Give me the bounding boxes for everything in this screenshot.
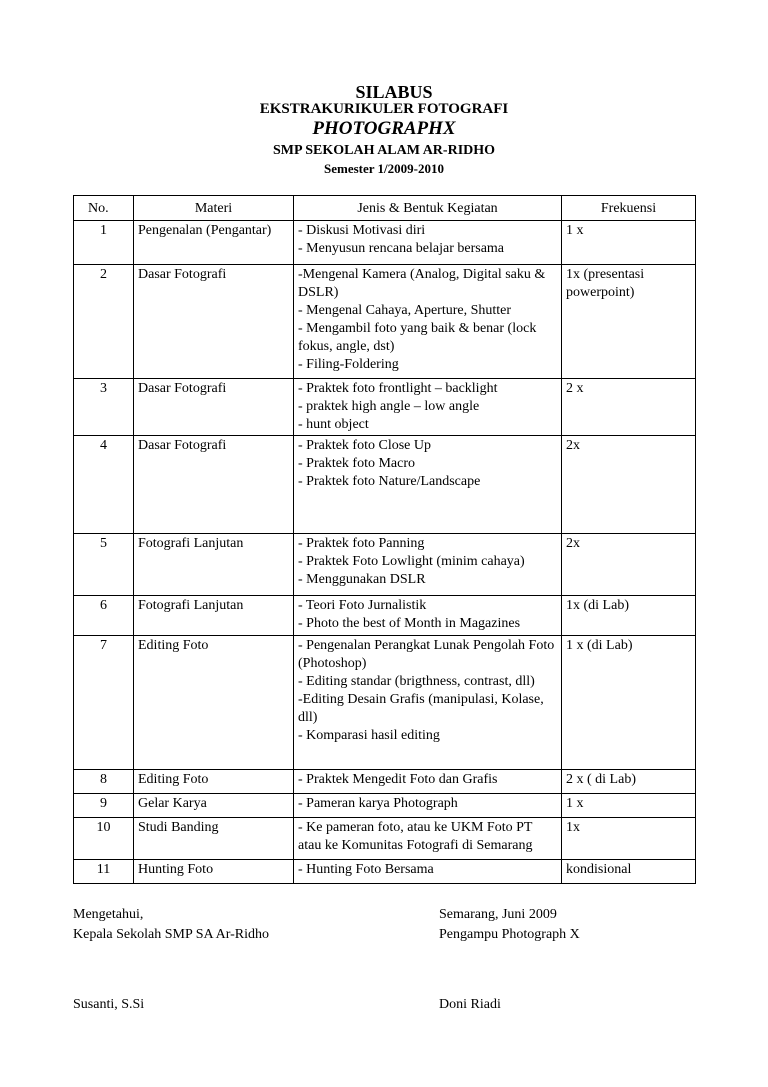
table-row <box>74 770 696 794</box>
frekuensi-line: 1x <box>566 820 580 835</box>
cell-frekuensi <box>562 794 696 818</box>
cell-no: 9 <box>74 794 134 818</box>
kegiatan-line: -Mengenal Kamera (Analog, Digital saku & DSLR) <box>298 267 546 300</box>
cell-no: 1 <box>74 221 134 265</box>
cell-no: 5 <box>74 534 134 596</box>
cell-frekuensi <box>562 818 696 860</box>
kegiatan-line: - praktek high angle – low angle <box>298 399 480 414</box>
kegiatan-line: - Diskusi Motivasi diri <box>298 223 426 238</box>
cell-kegiatan <box>294 818 562 860</box>
cell-frekuensi <box>562 534 696 596</box>
cell-frekuensi <box>562 770 696 794</box>
kegiatan-line: - hunt object <box>298 417 369 432</box>
cell-no: 8 <box>74 770 134 794</box>
kegiatan-line: - Hunting Foto Bersama <box>298 862 434 877</box>
cell-no: 2 <box>74 265 134 379</box>
cell-no: 11 <box>74 860 134 884</box>
cell-kegiatan <box>294 534 562 596</box>
cell-kegiatan <box>294 794 562 818</box>
kegiatan-line: - Pameran karya Photograph <box>298 796 458 811</box>
cell-materi: Editing Foto <box>134 636 294 770</box>
table-row <box>74 221 696 265</box>
kegiatan-line: -Editing Desain Grafis (manipulasi, Kolase, dll) <box>298 692 544 725</box>
column-header-materi: Materi <box>134 196 294 221</box>
cell-frekuensi <box>562 379 696 436</box>
kegiatan-line: - Praktek foto frontlight – backlight <box>298 381 498 396</box>
cell-frekuensi <box>562 221 696 265</box>
frekuensi-line: 1x (presentasi <box>566 267 645 282</box>
kegiatan-line: - Photo the best of Month in Magazines <box>298 616 521 631</box>
table-row <box>74 794 696 818</box>
cell-frekuensi <box>562 860 696 884</box>
frekuensi-line: 2x <box>566 438 580 453</box>
cell-materi: Studi Banding <box>134 818 294 860</box>
cell-kegiatan <box>294 221 562 265</box>
cell-kegiatan <box>294 596 562 636</box>
table-row <box>74 265 696 379</box>
kegiatan-line: - Praktek Mengedit Foto dan Grafis <box>298 772 498 787</box>
table-row <box>74 379 696 436</box>
kegiatan-line: - Praktek foto Nature/Landscape <box>298 474 481 489</box>
cell-frekuensi <box>562 436 696 534</box>
cell-no: 4 <box>74 436 134 534</box>
table-row <box>74 818 696 860</box>
kegiatan-line: - Editing standar (brigthness, contrast, dll) <box>298 674 535 689</box>
cell-no: 3 <box>74 379 134 436</box>
cell-no: 6 <box>74 596 134 636</box>
frekuensi-line: 1 x <box>566 796 584 811</box>
table-row <box>74 636 696 770</box>
document-subtitle: EKSTRAKURIKULER FOTOGRAFI <box>259 101 509 117</box>
frekuensi-line: 2 x ( di Lab) <box>566 772 636 787</box>
column-header-frekuensi: Frekuensi <box>562 196 696 221</box>
kegiatan-line: - Pengenalan Perangkat Lunak Pengolah Foto (Photoshop) <box>298 638 555 671</box>
cell-materi: Pengenalan (Pengantar) <box>134 221 294 265</box>
frekuensi-line: 2x <box>566 536 580 551</box>
table-header-row <box>74 196 696 221</box>
cell-frekuensi <box>562 596 696 636</box>
document-title: SILABUS <box>355 82 433 102</box>
school-name: SMP SEKOLAH ALAM AR-RIDHO <box>272 143 496 158</box>
semester-label: Semester 1/2009-2010 <box>324 161 444 176</box>
table-row <box>74 596 696 636</box>
frekuensi-line: powerpoint) <box>566 285 635 300</box>
cell-frekuensi <box>562 265 696 379</box>
cell-no: 10 <box>74 818 134 860</box>
frekuensi-line: 1x (di Lab) <box>566 598 629 613</box>
cell-kegiatan <box>294 770 562 794</box>
syllabus-table <box>73 195 696 884</box>
cell-materi: Dasar Fotografi <box>134 265 294 379</box>
kegiatan-line: - Ke pameran foto, atau ke UKM Foto PT atau ke Komunitas Fotografi di Semarang <box>298 820 533 853</box>
cell-materi: Gelar Karya <box>134 794 294 818</box>
kegiatan-line: - Praktek Foto Lowlight (minim cahaya) <box>298 554 525 569</box>
kegiatan-line: - Mengambil foto yang baik & benar (lock fokus, angle, dst) <box>298 321 537 354</box>
cell-kegiatan <box>294 379 562 436</box>
footer-principal-name: Susanti, S.Si <box>73 997 145 1012</box>
cell-frekuensi <box>562 636 696 770</box>
column-header-kegiatan: Jenis & Bentuk Kegiatan <box>294 196 562 221</box>
kegiatan-line: - Mengenal Cahaya, Aperture, Shutter <box>298 303 512 318</box>
kegiatan-line: - Teori Foto Jurnalistik <box>298 598 427 613</box>
footer-principal-title: Kepala Sekolah SMP SA Ar-Ridho <box>73 927 269 942</box>
kegiatan-line: - Praktek foto Close Up <box>298 438 431 453</box>
table-body <box>74 221 696 884</box>
cell-materi: Editing Foto <box>134 770 294 794</box>
kegiatan-line: - Menyusun rencana belajar bersama <box>298 241 505 256</box>
kegiatan-line: - Menggunakan DSLR <box>298 572 426 587</box>
footer-instructor-name: Doni Riadi <box>439 997 501 1012</box>
kegiatan-line: - Praktek foto Panning <box>298 536 425 551</box>
cell-materi: Fotografi Lanjutan <box>134 534 294 596</box>
table-row <box>74 534 696 596</box>
footer-instructor-title: Pengampu Photograph X <box>439 927 580 942</box>
table-row <box>74 436 696 534</box>
cell-kegiatan <box>294 265 562 379</box>
cell-no: 7 <box>74 636 134 770</box>
cell-materi: Dasar Fotografi <box>134 379 294 436</box>
cell-kegiatan <box>294 860 562 884</box>
kegiatan-line: - Praktek foto Macro <box>298 456 416 471</box>
cell-kegiatan <box>294 436 562 534</box>
kegiatan-line: - Filing-Foldering <box>298 357 399 372</box>
column-header-no: No. <box>74 196 134 221</box>
table-row <box>74 860 696 884</box>
cell-materi: Hunting Foto <box>134 860 294 884</box>
cell-materi: Fotografi Lanjutan <box>134 596 294 636</box>
frekuensi-line: kondisional <box>566 862 632 877</box>
frekuensi-line: 1 x <box>566 223 584 238</box>
frekuensi-line: 2 x <box>566 381 584 396</box>
brand-name: PHOTOGRAPHX <box>312 118 456 139</box>
cell-kegiatan <box>294 636 562 770</box>
kegiatan-line: - Komparasi hasil editing <box>298 728 440 743</box>
footer-place-date: Semarang, Juni 2009 <box>439 907 557 922</box>
cell-materi: Dasar Fotografi <box>134 436 294 534</box>
footer-acknowledged: Mengetahui, <box>73 907 144 922</box>
frekuensi-line: 1 x (di Lab) <box>566 638 633 653</box>
